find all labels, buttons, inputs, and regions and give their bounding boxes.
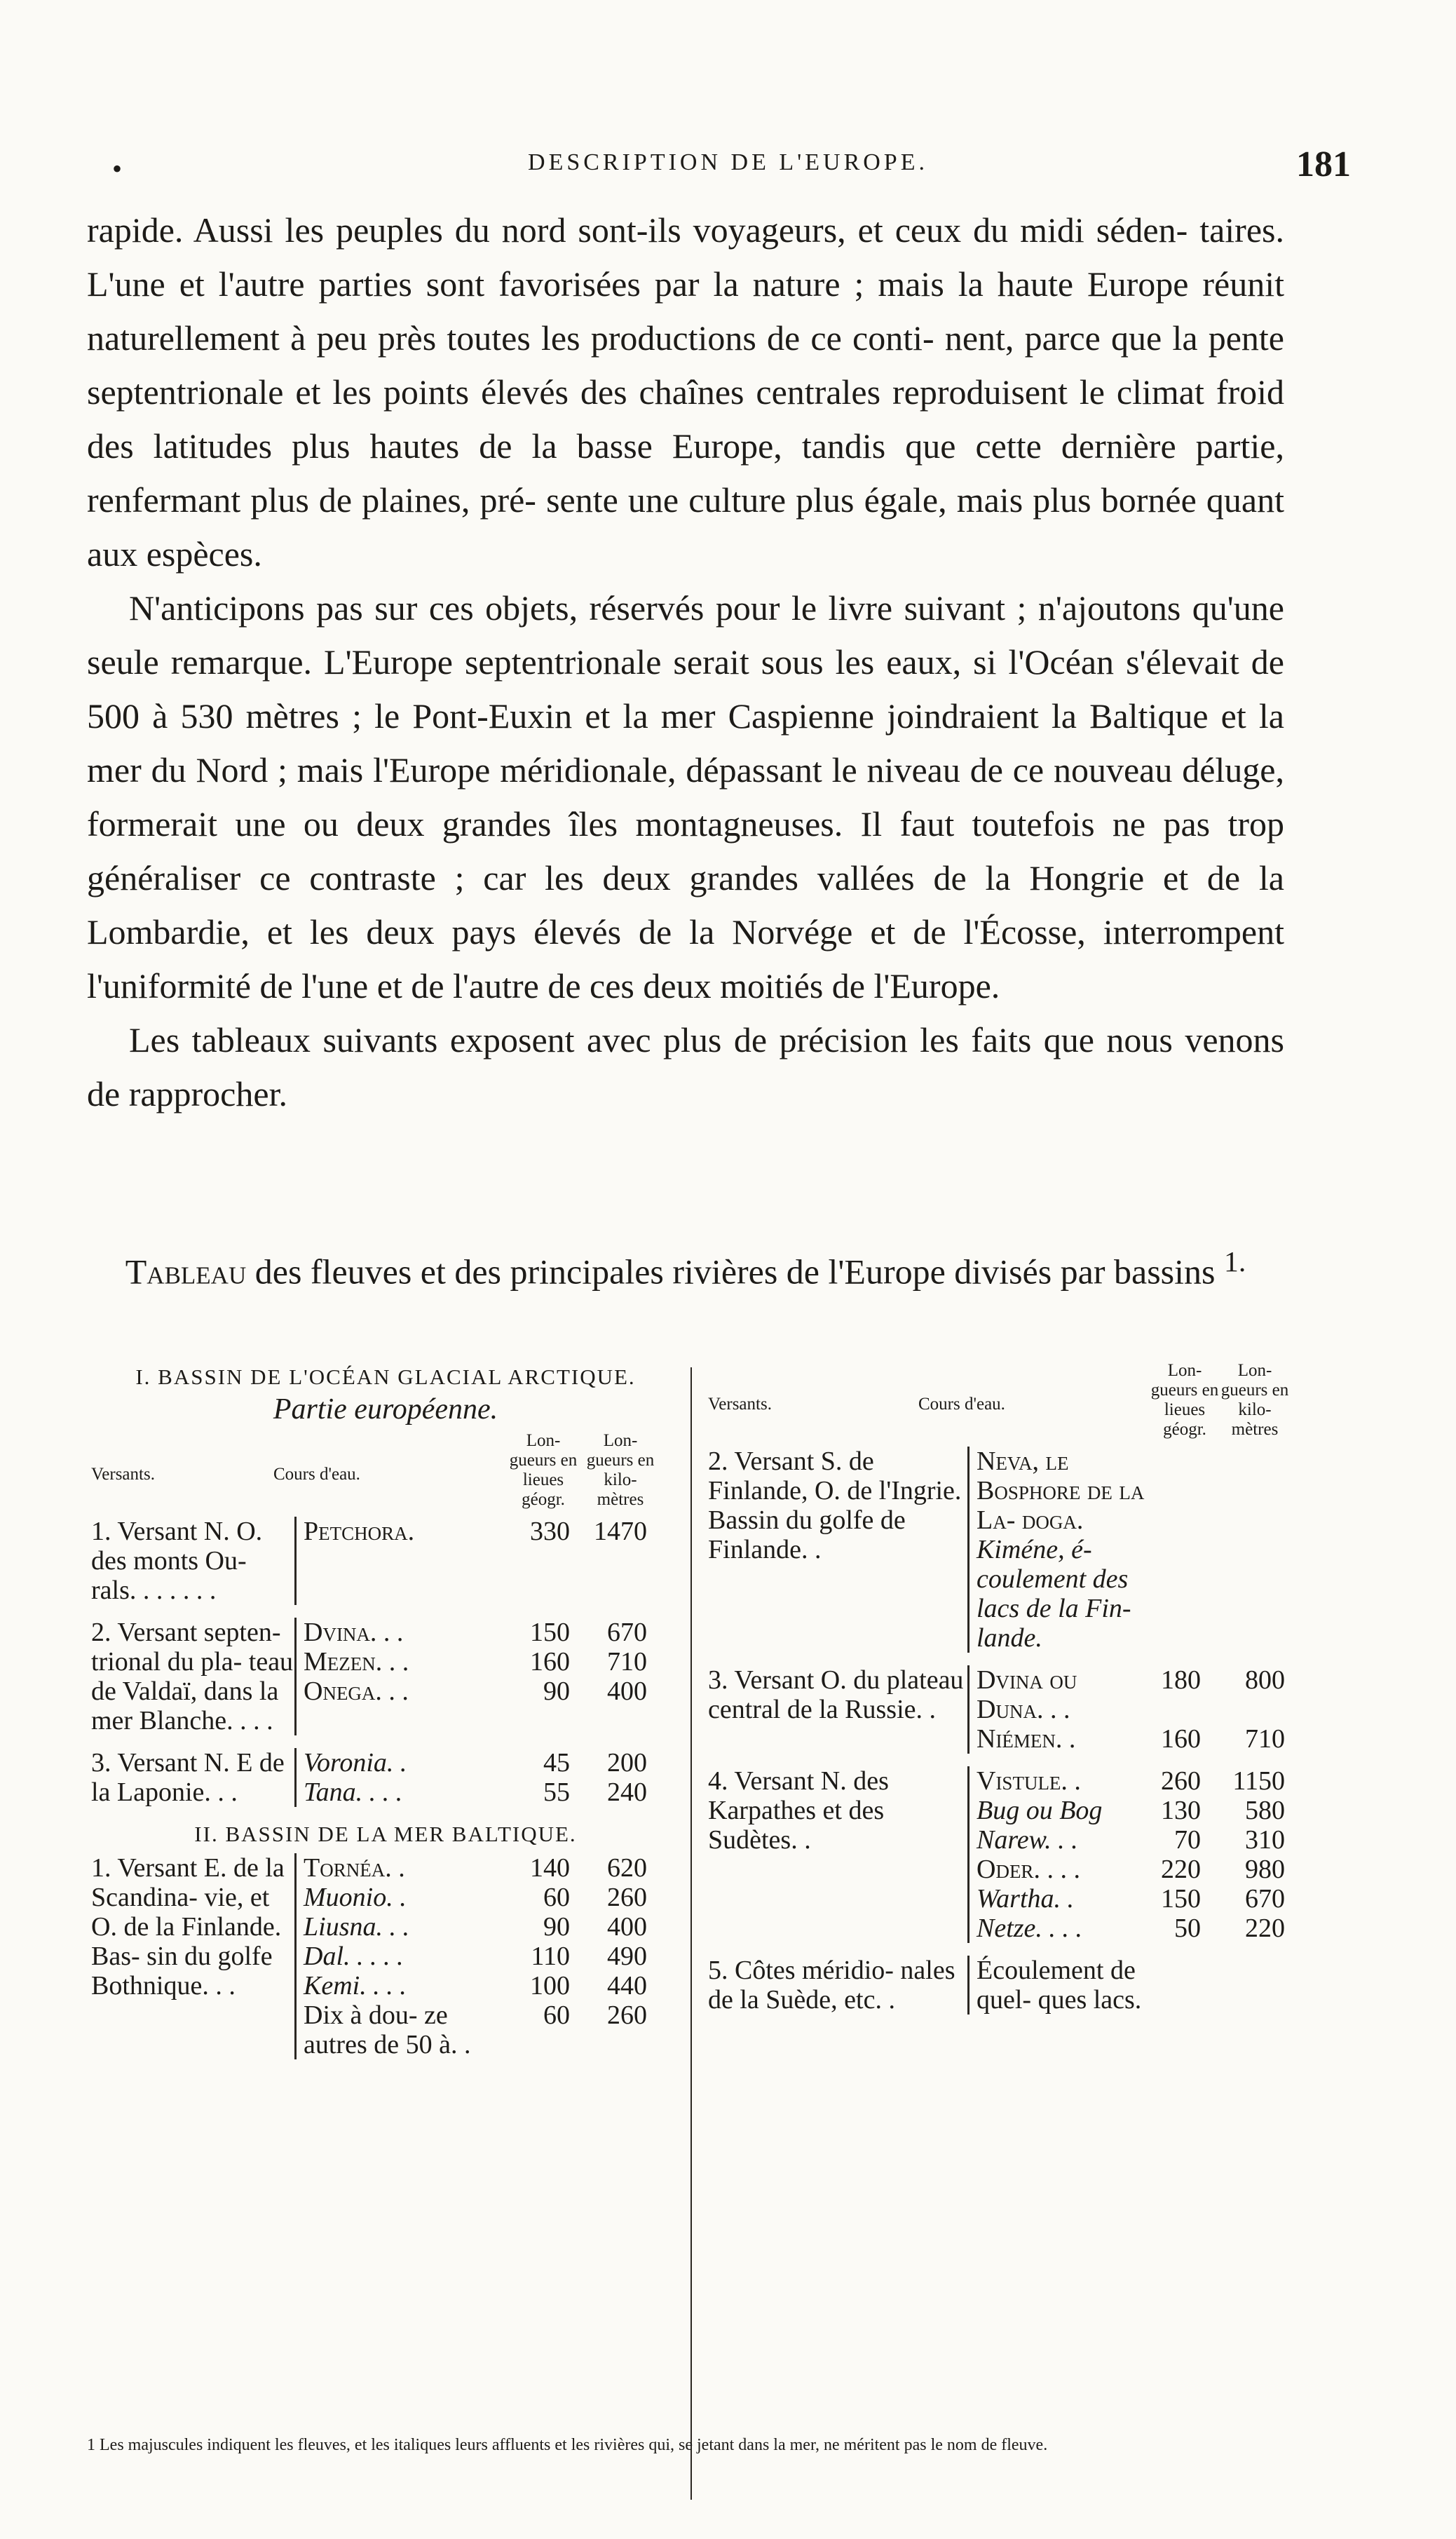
table-row [708,1956,1304,2015]
river-entry [304,1883,680,1912]
river-name: Muonio. . [304,1883,407,1912]
river-km: 670 [607,1618,647,1647]
river-entry [304,2000,680,2059]
river-entry [304,1912,680,1942]
river-name: Petchora. [304,1517,415,1546]
header-lieues: Lon- gueurs en lieues géogr. [509,1431,578,1509]
river-name: Wartha. . [977,1884,1075,1914]
rivers-cell [294,1853,680,2059]
river-entry [304,1517,680,1546]
column-divider [690,1367,692,2500]
river-km: 400 [607,1677,647,1706]
river-km: 980 [1245,1855,1285,1884]
river-km: 620 [607,1853,647,1883]
river-entry [304,1853,680,1883]
river-km: 260 [607,2000,647,2030]
river-entry [977,1665,1304,1724]
bullet-mark: • [112,153,123,184]
river-name: Kemi. . . . [304,1971,407,2000]
column-headers [708,1361,1304,1440]
versant-cell: 1. Versant N. O. des monts Ou- rals. . . . . . . [91,1517,263,1605]
river-lieues: 130 [1161,1796,1201,1825]
header-cours: Cours d'eau. [918,1395,1005,1414]
table-row [91,1517,680,1605]
river-entry [304,1778,680,1807]
paragraph-3: Les tableaux suivants exposent avec plus de précision les faits que nous venons de rapprocher. [87,1020,1284,1113]
versant-cell: 4. Versant N. des Karpathes et des Sudètes. . [708,1766,889,1855]
river-name: Dvina. . . [304,1618,404,1647]
river-lieues: 60 [543,2000,570,2030]
rivers-cell [967,1766,1304,1943]
river-lieues: 90 [543,1677,570,1706]
river-name: Voronia. . [304,1748,407,1778]
river-name: Dix à dou- ze autres de 50 à. . [304,2000,471,2059]
versant-cell: 2. Versant septen- trional du pla- teau de Valdaï, dans la mer Blanche. . . . [91,1618,294,1735]
versant-cell: 1. Versant E. de la Scandina- vie, et O. de la Finlande. Bas- sin du golfe Bothnique. . . [91,1853,285,2000]
river-name: Dvina ou Duna. . . [977,1665,1077,1724]
paragraph-1: rapide. Aussi les peuples du nord sont-ils voyageurs, et ceux du midi séden- taires. L'une et l'autre parties sont favorisées par la nature ; mais la haute Europe réunit naturellement à peu près toutes les productions de ce conti- nent, parce que la pente septentrionale et les points élevés des chaînes centrales reproduisent le climat froid des latitudes plus hautes de la basse Europe, tandis que cette dernière partie, renfermant plus de plaines, pré- sente une culture plus égale, mais plus bornée quant aux espèces. [87,210,1284,574]
river-lieues: 100 [530,1971,570,2000]
river-name: Neva, le Bosphore de la La- doga. [977,1447,1145,1535]
river-entry [977,1724,1304,1754]
river-km: 200 [607,1748,647,1778]
river-km: 710 [1245,1724,1285,1754]
river-lieues: 50 [1174,1914,1201,1943]
versant-cell: 5. Côtes méridio- nales de la Suède, etc. . [708,1956,955,2015]
river-lieues: 330 [530,1517,570,1546]
river-lieues: 150 [530,1618,570,1647]
footnote: 1 Les majuscules indiquent les fleuves, et les italiques leurs affluents et les rivières qui, se jetant dans la mer, ne méritent pas le nom de fleuve. [87,2436,1048,2454]
river-name: Vistule. . [977,1766,1081,1796]
table-row [708,1665,1304,1754]
river-lieues: 70 [1174,1825,1201,1855]
river-lieues: 140 [530,1853,570,1883]
river-entry [304,1618,680,1647]
river-name: Niémen. . [977,1724,1076,1754]
river-lieues: 150 [1161,1884,1201,1914]
river-name: Oder. . . . [977,1855,1080,1884]
river-entry [304,1677,680,1706]
table-row [91,1748,680,1807]
rivers-cell [294,1748,680,1807]
river-km: 670 [1245,1884,1285,1914]
river-lieues: 160 [1161,1724,1201,1754]
basin-heading-arctic: I. BASSIN DE L'OCÉAN GLACIAL ARCTIQUE. [135,1365,636,1389]
versant-cell: 2. Versant S. de Finlande, O. de l'Ingrie. Bassin du golfe de Finlande. . [708,1447,962,1564]
river-name: Tornéa. . [304,1853,405,1883]
river-name: Bug ou Bog [977,1796,1103,1825]
river-entry [977,1535,1304,1653]
river-entry [304,1971,680,2000]
river-name: Écoulement de quel- ques lacs. [977,1956,1142,2015]
river-name: Onega. . . [304,1677,409,1706]
rivers-cell [967,1665,1304,1754]
body-text [87,203,1284,1121]
river-lieues: 45 [543,1748,570,1778]
table-row [708,1766,1304,1943]
river-km: 310 [1245,1825,1285,1855]
river-km: 260 [607,1883,647,1912]
page-number: 181 [1296,144,1351,184]
river-entry [977,1884,1304,1914]
table-title-lead: Tableau [125,1252,247,1292]
river-entry [304,1942,680,1971]
river-km: 440 [607,1971,647,2000]
table-row [91,1618,680,1735]
river-lieues: 55 [543,1778,570,1807]
river-entry [977,1855,1304,1884]
table-title [87,1238,1284,1296]
river-lieues: 220 [1161,1855,1201,1884]
column-headers [91,1431,680,1510]
river-lieues: 160 [530,1647,570,1677]
versant-cell: 3. Versant O. du plateau central de la Russie. . [708,1665,964,1724]
river-name: Dal. . . . . [304,1942,404,1971]
running-title: DESCRIPTION DE L'EUROPE. [528,149,928,175]
rivers-cell [294,1517,680,1605]
river-entry [977,1766,1304,1796]
river-lieues: 90 [543,1912,570,1942]
river-entry [304,1647,680,1677]
rivers-cell [294,1618,680,1735]
river-name: Narew. . . [977,1825,1078,1855]
river-entry [977,1956,1304,2015]
table-left-column [91,1357,680,2072]
rivers-cell [967,1447,1304,1653]
river-km: 400 [607,1912,647,1942]
river-km: 220 [1245,1914,1285,1943]
paragraph-2: N'anticipons pas sur ces objets, réservés pour le livre suivant ; n'ajoutons qu'une seule remarque. L'Europe septentrionale serait sous les eaux, si l'Océan s'élevait de 500 à 530 mètres ; le Pont-Euxin et la mer Caspienne joindraient la Baltique et la mer du Nord ; mais l'Europe méridionale, dépassant le niveau de ce nouveau déluge, formerait une ou deux grandes îles montagneuses. Il faut toutefois ne pas trop généraliser ce contraste ; car les deux grandes vallées de la Hongrie et de la Lombardie, et les deux pays élevés de la Norvége et de l'Écosse, interrompent l'uniformité de l'une et de l'autre de ces deux moitiés de l'Europe. [87,588,1284,1006]
river-entry [977,1796,1304,1825]
running-header [98,144,1358,193]
river-km: 1150 [1232,1766,1285,1796]
header-versants: Versants. [708,1395,772,1414]
river-name: Kiméne, é- coulement des lacs de la Fin- lande. [977,1535,1131,1653]
river-name: Liusna. . . [304,1912,409,1942]
river-lieues: 260 [1161,1766,1201,1796]
river-entry [977,1447,1304,1535]
river-name: Tana. . . . [304,1778,403,1807]
river-entry [304,1748,680,1778]
header-versants: Versants. [91,1465,155,1484]
basin-heading-baltic: II. BASSIN DE LA MER BALTIQUE. [194,1822,577,1846]
table-title-rest: des fleuves et des principales rivières de l'Europe divisés par bassins [254,1252,1216,1292]
header-cours: Cours d'eau. [273,1465,360,1484]
river-km: 1470 [594,1517,647,1546]
header-km: Lon- gueurs en kilo- mètres [1220,1361,1289,1439]
table-row [91,1853,680,2059]
river-lieues: 180 [1161,1665,1201,1695]
river-km: 800 [1245,1665,1285,1695]
table-row [708,1447,1304,1653]
river-entry [977,1825,1304,1855]
river-entry [977,1914,1304,1943]
versant-cell: 3. Versant N. E de la Laponie. . . [91,1748,285,1807]
river-km: 240 [607,1778,647,1807]
footnote-ref: 1. [1223,1246,1246,1278]
river-km: 710 [607,1647,647,1677]
table-right-column [708,1357,1304,2027]
header-lieues: Lon- gueurs en lieues géogr. [1150,1361,1219,1439]
river-lieues: 60 [543,1883,570,1912]
header-km: Lon- gueurs en kilo- mètres [586,1431,655,1509]
river-name: Netze. . . . [977,1914,1082,1943]
river-name: Mezen. . . [304,1647,409,1677]
river-km: 580 [1245,1796,1285,1825]
rivers-cell [967,1956,1304,2015]
river-km: 490 [607,1942,647,1971]
basin-subheading: Partie européenne. [273,1393,498,1426]
river-lieues: 110 [531,1942,570,1971]
